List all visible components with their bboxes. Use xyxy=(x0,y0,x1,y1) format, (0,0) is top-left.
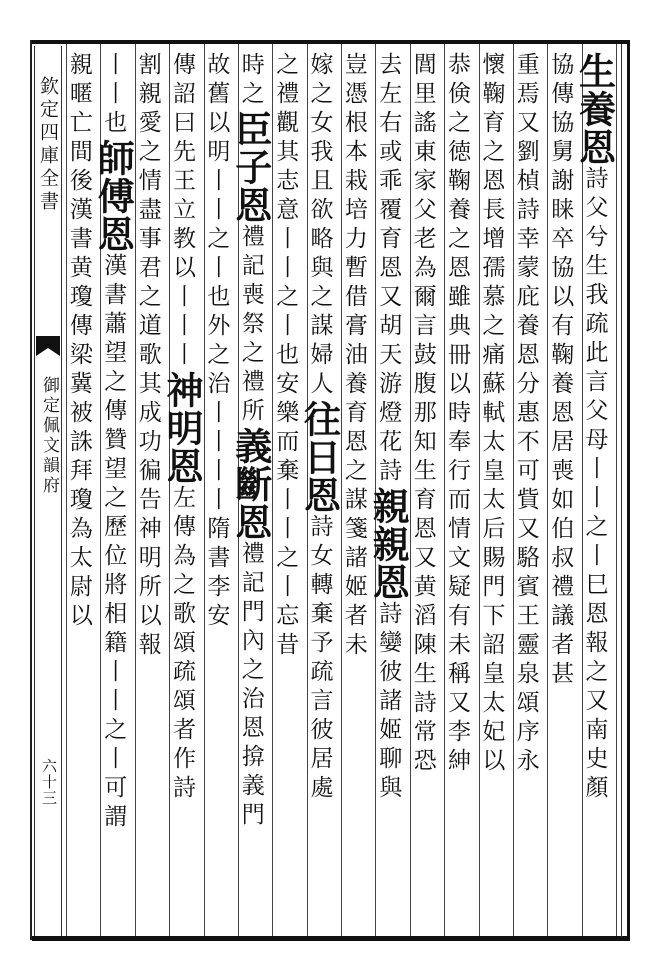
margin-edge-left xyxy=(34,46,35,936)
volume-title: 御定佩文韻府 xyxy=(39,376,59,496)
annotation-text: 親暱亡間後漢書黄瓊傳梁冀被誅拜瓊為太尉以 xyxy=(65,52,92,632)
annotation-text: 左傳為之歌頌疏頌者作詩 xyxy=(168,485,195,804)
annotation-text: 漢書蕭望之傳贊望之歷位將相籍丨丨之丨可謂 xyxy=(100,253,127,833)
entry-heading: 生養恩 xyxy=(572,52,617,166)
entry-heading: 神明恩 xyxy=(159,371,204,485)
annotation-text: 之謀箋諸姬者未 xyxy=(340,458,367,661)
text-column xyxy=(228,52,273,932)
text-column xyxy=(410,52,443,932)
annotation-text: 丨丨也 xyxy=(100,52,127,139)
page-number: 六十三 xyxy=(40,758,58,806)
text-column xyxy=(135,52,168,932)
text-column xyxy=(67,52,100,932)
annotation-text: 時之 xyxy=(237,52,264,110)
bottom-border xyxy=(32,936,630,941)
annotation-text: 去左右或乖覆育恩又胡天游燈花詩 xyxy=(375,52,402,487)
text-column xyxy=(513,52,546,932)
annotation-text: 詩孌彼諸姬聊與 xyxy=(375,601,402,804)
text-column xyxy=(159,52,204,932)
entry-heading: 親親恩 xyxy=(366,487,411,601)
annotation-text: 外之治丨丨丨丨隋書李安 xyxy=(203,313,230,632)
text-column xyxy=(479,52,512,932)
annotation-text: 懷鞠育之恩長增孺慕之痛蘇軾太皇太后賜門下詔皇太妃以 xyxy=(478,52,505,777)
annotation-text: 閭里謠東家父老為爾言鼓腹那知生育恩又黄滔陳生詩常恐 xyxy=(409,52,436,777)
text-column xyxy=(572,52,617,932)
right-inner-border xyxy=(621,44,622,937)
annotation-text: 重焉又劉楨詩幸蒙庇養恩分惠不可貲又駱賓王靈泉頌序永 xyxy=(512,52,539,777)
annotation-text: 禮記喪祭之禮所 xyxy=(237,224,264,427)
annotation-text: 歌其成功徧告神明所以報 xyxy=(134,342,161,661)
annotation-text: 故舊 xyxy=(203,52,230,110)
entry-heading: 師傅恩 xyxy=(91,139,136,253)
right-border xyxy=(627,40,630,940)
annotation-text: 禮記門內之治恩揜義門 xyxy=(237,541,264,831)
annotation-text: 安樂而棄丨丨之丨忘昔 xyxy=(272,371,299,661)
text-column xyxy=(548,52,581,932)
annotation-text: 恭倹之徳鞠養之恩雖典冊以時奉行而情文疑有未稱又李紳 xyxy=(443,52,470,777)
book-title: 欽定四庫全書 xyxy=(37,76,59,214)
annotation-text: 割親愛之情盡事君之道 xyxy=(134,52,161,342)
text-column xyxy=(342,52,375,932)
top-border xyxy=(32,40,630,44)
text-column xyxy=(91,52,136,932)
entry-heading: 臣子恩 xyxy=(228,110,273,224)
annotation-text: 傳詔曰先王立教以丨丨丨 xyxy=(168,52,195,371)
annotation-text: 詩女轉棄予疏言彼居處 xyxy=(306,514,333,804)
column-divider xyxy=(616,44,617,936)
text-column xyxy=(445,52,478,932)
annotation-text: 嫁之女我且欲略與之謀婦人 xyxy=(306,52,333,400)
text-column xyxy=(366,52,411,932)
annotation-text: 之禮觀其志意丨丨之丨也 xyxy=(272,52,299,371)
text-column xyxy=(204,52,237,932)
text-column xyxy=(273,52,306,932)
fish-tail-mark xyxy=(36,336,60,356)
entry-heading: 義斷恩 xyxy=(228,427,273,541)
annotation-text: 豈憑根本栽培力暫借膏油養育恩 xyxy=(340,52,367,458)
left-border xyxy=(30,40,32,940)
annotation-text: 詩父兮生我疏此言父母丨丨之丨巳恩報之又南史顏 xyxy=(581,166,608,804)
entry-heading: 往日恩 xyxy=(297,400,342,514)
annotation-text: 協傳協舅謝睐卒協以有鞠養恩居喪如伯叔禮議者甚 xyxy=(547,52,574,690)
text-column xyxy=(297,52,342,932)
annotation-text: 以明丨丨之丨也 xyxy=(203,110,230,313)
